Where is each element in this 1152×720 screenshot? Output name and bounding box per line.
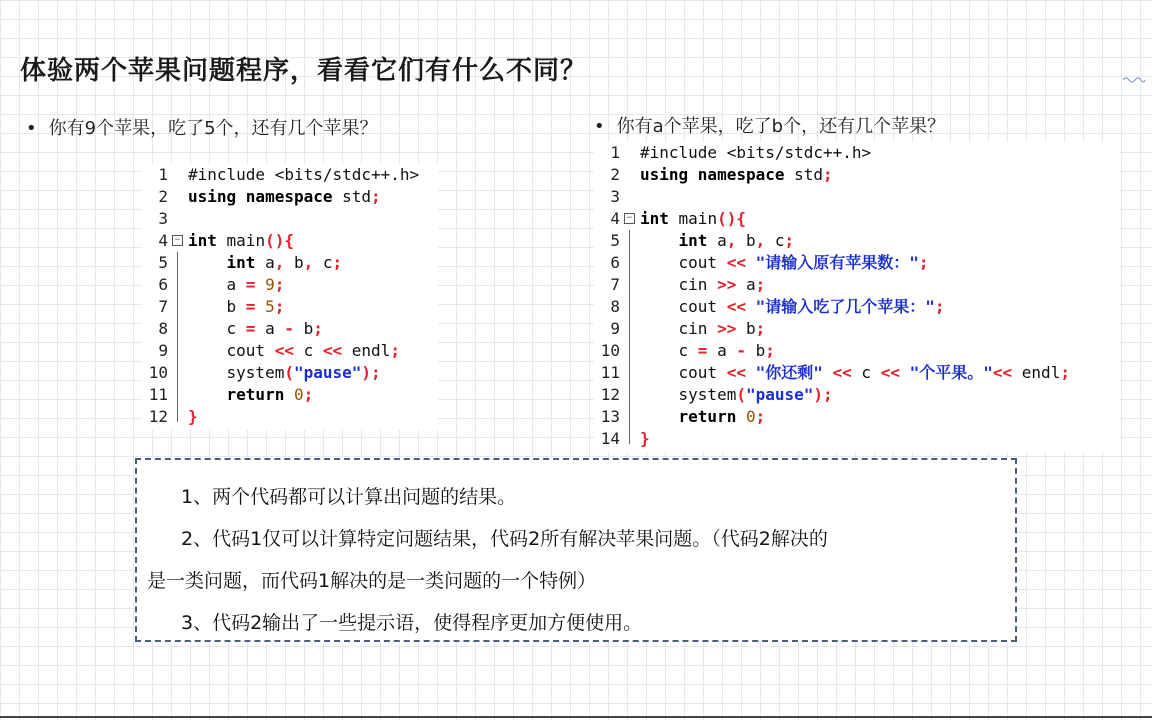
- code-line: return 0;: [678, 407, 766, 426]
- line-number: 2: [158, 187, 168, 206]
- line-number: 7: [610, 275, 620, 294]
- line-number: 3: [610, 187, 620, 206]
- code-line: system("pause");: [640, 385, 833, 404]
- slide-title: 体验两个苹果问题程序，看看它们有什么不同？: [20, 56, 588, 86]
- code-line: }: [640, 429, 650, 448]
- line-number: 2: [610, 165, 620, 184]
- code-line: }: [188, 407, 198, 426]
- wave-decoration-icon: [1122, 74, 1146, 84]
- line-number: 4: [158, 231, 168, 250]
- line-number: 6: [610, 253, 620, 272]
- bullet-dot: •: [26, 118, 37, 139]
- code-line: c = a - b;: [188, 319, 323, 338]
- code-block-2: [594, 142, 1120, 452]
- summary-point-3: 3、代码2输出了一些提示语，使得程序更加方便使用。: [181, 612, 643, 634]
- code-line: a = 9;: [188, 275, 285, 294]
- code-line: return 0;: [226, 385, 314, 404]
- line-number: 10: [148, 363, 168, 382]
- code-line: #include <bits/stdc++.h>: [188, 165, 420, 184]
- code-line: #include <bits/stdc++.h>: [640, 143, 872, 162]
- code-line: using namespace std;: [640, 165, 833, 184]
- line-number: 5: [610, 231, 620, 250]
- bullet-left-text: 你有9个苹果，吃了5个，还有几个苹果？: [48, 118, 378, 139]
- summary-box: [135, 458, 1017, 642]
- line-number: 12: [148, 407, 168, 426]
- code-line: using namespace std;: [188, 187, 381, 206]
- bottom-divider: [0, 716, 1152, 718]
- line-number: 1: [158, 165, 168, 184]
- collapse-icon[interactable]: −: [624, 213, 635, 224]
- code-line: int main(){: [188, 231, 294, 250]
- summary-point-2: 2、代码1仅可以计算特定问题结果，代码2所有解决苹果问题。（代码2解决的: [181, 528, 828, 550]
- line-number: 7: [158, 297, 168, 316]
- line-number: 9: [610, 319, 620, 338]
- summary-point-2-cont: 是一类问题，而代码1解决的是一类问题的一个特例）: [147, 570, 597, 592]
- bullet-right: [594, 112, 945, 138]
- line-number: 10: [600, 341, 620, 360]
- line-number: 13: [600, 407, 620, 426]
- line-number: 1: [610, 143, 620, 162]
- code-line: c = a - b;: [640, 341, 775, 360]
- code-line: cout << c << endl;: [188, 341, 400, 360]
- code-line: int a, b, c;: [226, 253, 343, 272]
- summary-point-1: 1、两个代码都可以计算出问题的结果。: [181, 486, 517, 508]
- line-number: 9: [158, 341, 168, 360]
- line-number: 5: [158, 253, 168, 272]
- code-line: cin >> b;: [640, 319, 766, 338]
- line-number: 6: [158, 275, 168, 294]
- code-line: int main(){: [640, 209, 746, 228]
- bullet-dot: •: [594, 116, 605, 137]
- line-number: 12: [600, 385, 620, 404]
- line-number: 11: [600, 363, 620, 382]
- code-line: int a, b, c;: [678, 231, 795, 250]
- bullet-left: [26, 114, 378, 140]
- line-number: 14: [600, 429, 620, 448]
- line-number: 4: [610, 209, 620, 228]
- code-line: cout << "请输入原有苹果数：";: [640, 253, 929, 272]
- line-number: 11: [148, 385, 168, 404]
- code-line: b = 5;: [188, 297, 285, 316]
- code-line: system("pause");: [188, 363, 381, 382]
- code-line: cout << "请输入吃了几个苹果：";: [640, 297, 945, 316]
- line-number: 3: [158, 209, 168, 228]
- line-number: 8: [158, 319, 168, 338]
- code-block-1: [142, 164, 438, 430]
- line-number: 8: [610, 297, 620, 316]
- code-line: cout << "你还剩" << c << "个平果。"<< endl;: [640, 363, 1070, 382]
- bullet-right-text: 你有a个苹果，吃了b个，还有几个苹果？: [616, 116, 946, 137]
- collapse-icon[interactable]: −: [172, 235, 183, 246]
- code-line: cin >> a;: [640, 275, 766, 294]
